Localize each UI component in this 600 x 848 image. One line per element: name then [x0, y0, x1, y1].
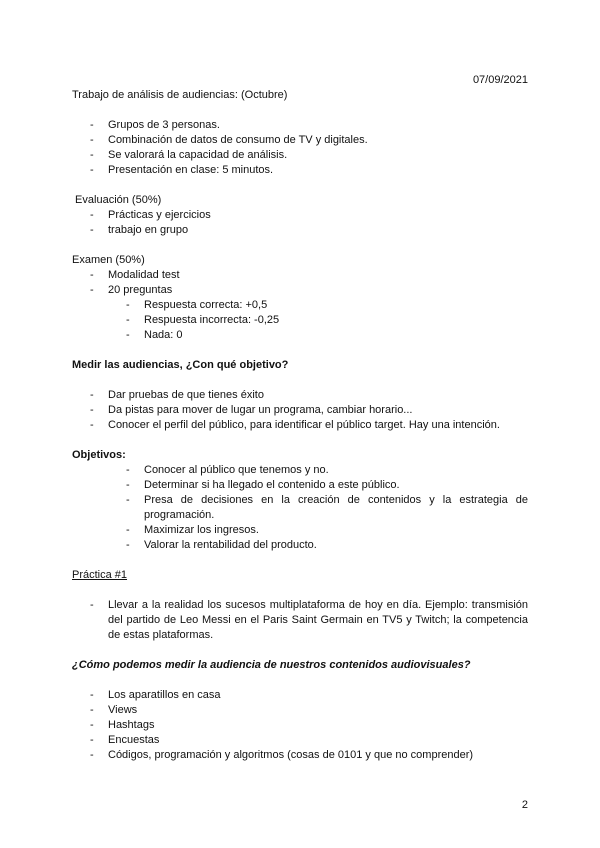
list-item: - Da pistas para mover de lugar un programa, cambiar horario... — [72, 403, 528, 418]
practica-heading: Práctica #1 — [72, 569, 128, 581]
list-item: - Modalidad test — [72, 268, 528, 283]
como-medir-heading: ¿Cómo podemos medir la audiencia de nuestros contenidos audiovisuales? — [72, 659, 471, 671]
list-item: - 20 preguntas — [72, 283, 528, 298]
list-item: - Se valorará la capacidad de análisis. — [72, 148, 528, 163]
examen-list — [72, 268, 528, 298]
list-item: - Presentación en clase: 5 minutos. — [72, 163, 528, 178]
intro-list — [72, 118, 528, 178]
list-item: - Hashtags — [72, 718, 528, 733]
examen-title: Examen (50%) — [72, 254, 145, 266]
list-item: - Combinación de datos de consumo de TV y digitales. — [72, 133, 528, 148]
list-item: - Grupos de 3 personas. — [72, 118, 528, 133]
evaluacion-title: Evaluación (50%) — [72, 194, 162, 206]
medir-list — [72, 388, 528, 433]
medir-heading: Medir las audiencias, ¿Con qué objetivo? — [72, 359, 289, 371]
examen-sublist — [72, 298, 528, 343]
list-item: - Códigos, programación y algoritmos (cosas de 0101 y que no comprender) — [72, 748, 528, 763]
list-item: - Respuesta incorrecta: -0,25 — [72, 313, 528, 328]
list-item: - Views — [72, 703, 528, 718]
page-number: 2 — [521, 799, 528, 811]
list-item: - Respuesta correcta: +0,5 — [72, 298, 528, 313]
list-item: - Determinar si ha llegado el contenido a este público. — [72, 478, 528, 493]
objetivos-list — [72, 463, 528, 553]
list-item: - trabajo en grupo — [72, 223, 528, 238]
como-medir-list — [72, 688, 528, 763]
list-item: - Dar pruebas de que tienes éxito — [72, 388, 528, 403]
intro-title: Trabajo de análisis de audiencias: (Octubre) — [72, 89, 288, 101]
list-item: - Prácticas y ejercicios — [72, 208, 528, 223]
list-item: - Llevar a la realidad los sucesos multiplataforma de hoy en día. Ejemplo: transmisión del partido de Leo Messi en el Paris Saint Germain en TV5 y Twitch; la competencia de estas plataformas. — [72, 598, 528, 643]
practica-list — [72, 598, 528, 643]
document-body — [72, 88, 528, 763]
list-item: - Presa de decisiones en la creación de contenidos y la estrategia de programación. — [72, 493, 528, 523]
list-item: - Valorar la rentabilidad del producto. — [72, 538, 528, 553]
list-item: - Nada: 0 — [72, 328, 528, 343]
list-item: - Maximizar los ingresos. — [72, 523, 528, 538]
list-item: - Los aparatillos en casa — [72, 688, 528, 703]
list-item: - Conocer el perfil del público, para identificar el público target. Hay una intención. — [72, 418, 528, 433]
list-item: - Encuestas — [72, 733, 528, 748]
objetivos-heading: Objetivos: — [72, 449, 126, 461]
document-date: 07/09/2021 — [472, 74, 528, 86]
evaluacion-list — [72, 208, 528, 238]
list-item: - Conocer al público que tenemos y no. — [72, 463, 528, 478]
